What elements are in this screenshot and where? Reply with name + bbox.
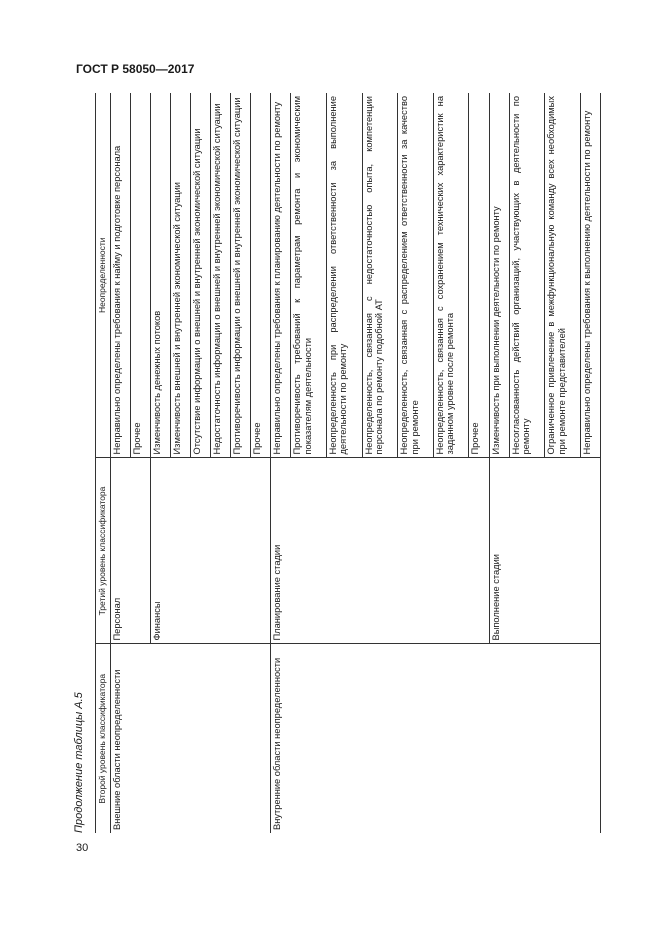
uncertainty-cell: Отсутствие информации о внешней и внутренней экономической ситуации <box>191 93 211 458</box>
document-header: ГОСТ Р 58050—2017 <box>76 62 195 76</box>
table-header-row <box>96 93 111 833</box>
level3-cell: Планирование стадии <box>271 458 489 644</box>
uncertainty-cell: Недостаточность информации о внешней и внутренней экономической ситуации <box>211 93 231 458</box>
level3-cell: Финансы <box>151 458 271 644</box>
table-row <box>111 93 131 833</box>
uncertainty-cell: Неопределенность при распределении ответственности за выполнение деятельности по ремонту <box>327 93 363 458</box>
uncertainty-cell: Неопределенность, связанная с распределением ответственности за качество при ремонте <box>398 93 434 458</box>
column-header-uncertainties: Неопределенности <box>96 93 111 458</box>
table-row <box>271 93 291 833</box>
uncertainty-cell: Противоречивость требований к параметрам ремонта и экономическим показателям деятельности <box>291 93 327 458</box>
uncertainty-cell: Ограниченное привлечение в межфункциональную команду всех необходимых при ремонте представителей <box>545 93 581 458</box>
level3-cell: Выполнение стадии <box>489 458 600 644</box>
uncertainty-cell: Неправильно определены требования к выполнению деятельности по ремонту <box>580 93 600 458</box>
uncertainty-cell: Неопределенность, связанная с недостаточностью опыта, компетенции персонала по ремонту подобной АТ <box>362 93 398 458</box>
uncertainty-cell: Неправильно определены требования к найму и подготовке персонала <box>111 93 131 458</box>
uncertainty-cell: Прочее <box>131 93 151 458</box>
uncertainty-cell: Изменчивость внешней и внутренней экономической ситуации <box>171 93 191 458</box>
uncertainty-cell: Неопределенность, связанная с сохранением технических характеристик на заданном уровне после ремонта <box>433 93 469 458</box>
classifier-table <box>95 93 601 833</box>
uncertainty-cell: Прочее <box>469 93 489 458</box>
column-header-level2: Второй уровень классификатора <box>96 644 111 833</box>
uncertainty-cell: Противоречивость информации о внешней и внутренней экономической ситуации <box>231 93 251 458</box>
level3-cell: Персонал <box>111 458 151 644</box>
uncertainty-cell: Несогласованность действий организаций, участвующих в деятельности по ремонту <box>509 93 545 458</box>
uncertainty-cell: Неправильно определены требования к планированию деятельности по ремонту <box>271 93 291 458</box>
uncertainty-cell: Прочее <box>251 93 271 458</box>
level2-cell: Внутренние области неопределенности <box>271 644 601 833</box>
table-caption: Продолжение таблицы А.5 <box>73 692 85 833</box>
uncertainty-cell: Изменчивость при выполнении деятельности по ремонту <box>489 93 509 458</box>
column-header-level3: Третий уровень классификатора <box>96 458 111 644</box>
uncertainty-cell: Изменчивость денежных потоков <box>151 93 171 458</box>
page-number: 30 <box>76 842 89 854</box>
level2-cell: Внешние области неопределенности <box>111 644 271 833</box>
rotated-table-block <box>73 93 601 833</box>
